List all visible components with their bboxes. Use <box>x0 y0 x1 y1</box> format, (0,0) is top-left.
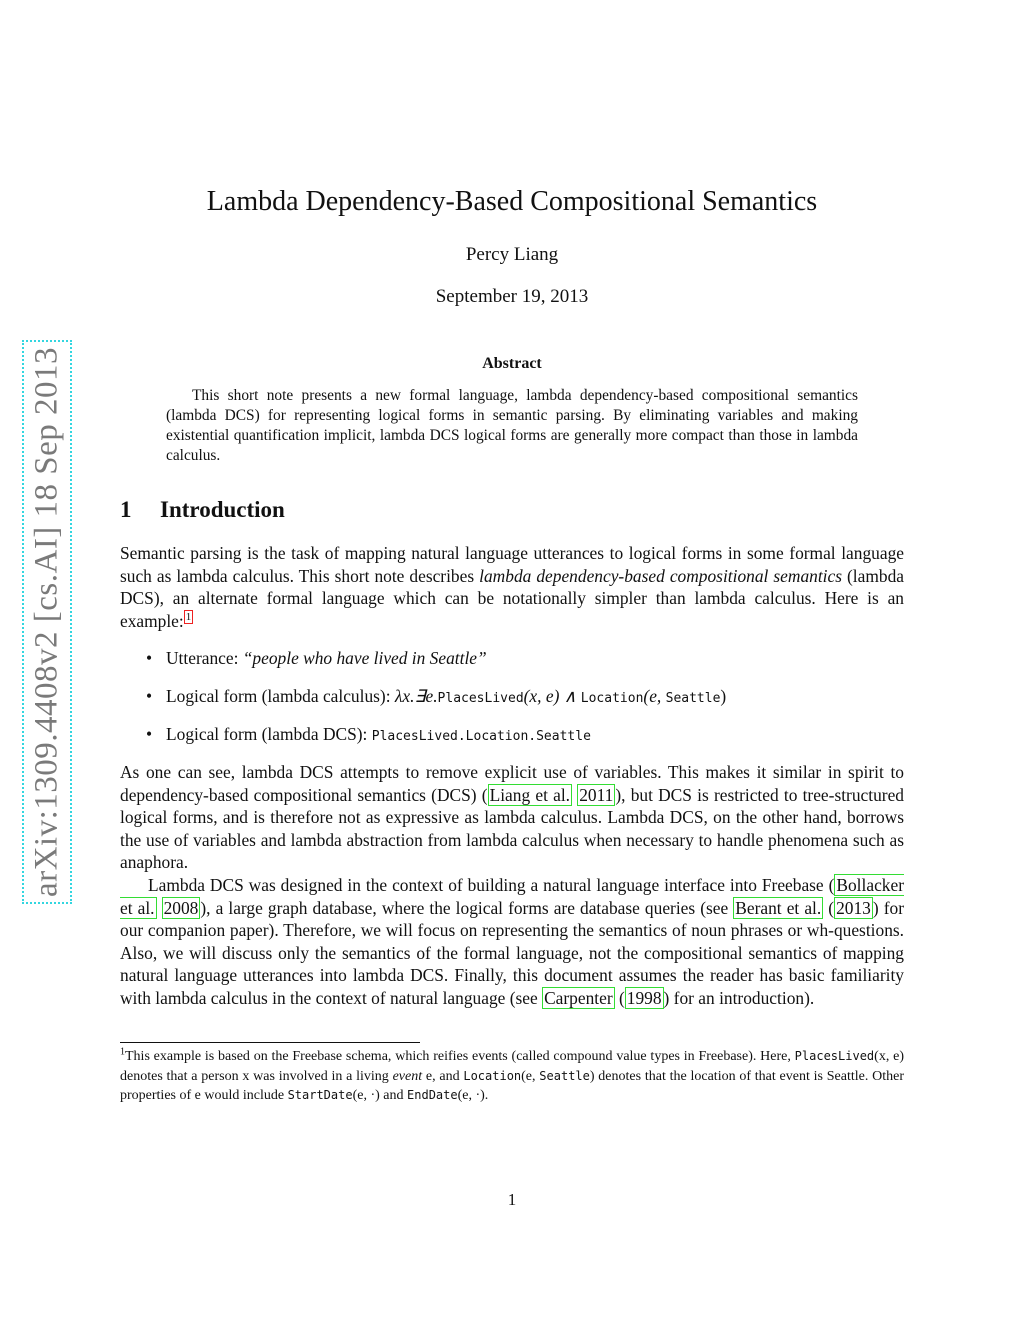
citation-berant[interactable]: Berant et al. <box>735 897 822 918</box>
page-number: 1 <box>507 1190 517 1209</box>
citation-liang[interactable]: Liang et al. <box>489 784 570 805</box>
closing-paren: ) <box>720 686 727 706</box>
footnote-code-start-date: StartDate <box>287 1088 353 1103</box>
constant-seattle: Seattle <box>665 691 721 706</box>
author-name: Percy Liang <box>465 244 559 265</box>
para3-text-b: ), a large graph database, where the logical forms are database queries (see <box>200 897 734 918</box>
para3-text-c: ) for our companion paper). Therefore, we will focus on representing the semantics of noun phrases or wh-questions. Also, we will discuss only the semantics of the formal language, not the compositional semantics of mapping natural language utterances into lambda DCS. Finally, this document assumes the reader has basic familiarity with lambda calculus in the context of natural language (see <box>120 897 904 1008</box>
footnote-text-b: (x, e) denotes that a person x was involved in a living <box>120 1049 904 1084</box>
abstract-text: This short note presents a new formal language, lambda dependency-based compositional semantics (lambda DCS) for representing logical forms in semantic parsing. By eliminating variables and making existential quantification implicit, lambda DCS logical forms are generally more compact than those in lambda calculus. <box>166 387 858 464</box>
intro-paragraph <box>120 542 904 632</box>
paragraph-freebase: Lambda DCS was designed in the context of building a natural language interface into Freebase ( Bollacker et al. 2008 ), a large graph database, where the logical forms are database queries (see Berant et al. ( 2013 ) for our companion paper). Therefore, we will focus on representing the semantics of noun phrases or wh-questions. Also, we will discuss only the semantics of the formal language, not the compositional semantics of mapping natural language utterances into lambda DCS. Finally, this document assumes the reader has basic familiarity with lambda calculus in the context of natural language (see Carpenter ( 1998 ) for an introduction). <box>120 875 904 1008</box>
footnote-emphasis: event <box>392 1068 423 1084</box>
para3-text-d: ) for an introduction). <box>663 987 815 1008</box>
intro-text-b: (lambda DCS), an alternate formal language which can be notationally simpler than lambda calculus. Here is an example: <box>120 565 904 631</box>
paper-title: Lambda Dependency-Based Compositional Semantics <box>206 186 818 217</box>
intro-emphasis: lambda dependency-based compositional semantics <box>479 565 842 586</box>
footnote-text-a: This example is based on the Freebase schema, which reifies events (called compound value types in Freebase). Here, <box>125 1049 795 1064</box>
citation-liang-year[interactable]: 2011 <box>579 784 614 805</box>
paragraph-variables <box>120 761 904 874</box>
predicate-location: Location <box>580 691 644 706</box>
intro-text-a: Semantic parsing is the task of mapping natural language utterances to logical forms in some formal language such as lambda calculus. This short note describes <box>120 543 904 586</box>
footnote-text-e: ) denotes that the location of that event is Seattle. Other properties of e would include <box>120 1068 904 1104</box>
footnote-text-g: (e, ·). <box>457 1088 489 1104</box>
bullet-icon: • <box>146 686 153 706</box>
predicate-places-lived: PlacesLived <box>437 691 524 706</box>
footnote-text-d: (e, <box>521 1068 540 1084</box>
predicate-args-2: (e, <box>643 686 666 706</box>
lambda-dcs-form: PlacesLived.Location.Seattle <box>371 729 591 744</box>
lambda-binder: λx.∃e. <box>394 686 438 706</box>
arxiv-identifier: arXiv:1309.4408v2 [cs.AI] 18 Sep 2013 <box>28 346 65 898</box>
section-number: 1 <box>120 497 132 522</box>
predicate-args-1: (x, e) ∧ <box>523 686 581 706</box>
footnote-text-f: (e, ·) and <box>352 1088 408 1104</box>
footnote-text-c: e, and <box>422 1068 464 1084</box>
section-heading <box>120 497 285 523</box>
paper-date: September 19, 2013 <box>435 286 589 307</box>
list-item-lambda-dcs <box>146 724 591 745</box>
footnote-code-location: Location <box>463 1068 522 1083</box>
footnote <box>120 1047 904 1106</box>
footnote-code-end-date: EndDate <box>407 1088 458 1103</box>
citation-carpenter-year[interactable]: 1998 <box>626 987 662 1008</box>
lambda-calculus-label: Logical form (lambda calculus): <box>166 686 395 706</box>
citation-bollacker[interactable]: Bollacker et al. <box>120 875 904 918</box>
section-title: Introduction <box>160 497 285 522</box>
utterance-label: Utterance: <box>166 648 243 668</box>
para3-text-a: Lambda DCS was designed in the context of building a natural language interface into Freebase ( <box>148 875 835 895</box>
utterance-text: “people who have lived in Seattle” <box>242 648 487 668</box>
footnote-divider <box>120 1042 420 1043</box>
bullet-icon: • <box>146 724 153 744</box>
list-item-utterance <box>146 648 487 669</box>
footnote-mark: 1 <box>120 1046 125 1058</box>
citation-bollacker-year[interactable]: 2008 <box>163 897 199 918</box>
abstract-heading: Abstract <box>482 355 542 372</box>
list-item-lambda-calculus <box>146 686 726 707</box>
para2-text-b: ), but DCS is restricted to tree-structured logical forms, and is therefore not as expressive as lambda calculus. Lambda DCS, on the other hand, borrows the use of variables and lambda abstraction from lambda calculus when necessary to handle phenomena such as anaphora. <box>120 784 904 873</box>
footnote-code-places-lived: PlacesLived <box>794 1049 875 1063</box>
citation-carpenter[interactable]: Carpenter <box>544 987 613 1008</box>
lambda-dcs-label: Logical form (lambda DCS): <box>166 724 372 744</box>
footnote-code-seattle: Seattle <box>539 1068 590 1083</box>
arxiv-stamp <box>22 340 72 904</box>
citation-berant-year[interactable]: 2013 <box>836 897 871 918</box>
bullet-icon: • <box>146 648 153 668</box>
para2-text-a: As one can see, lambda DCS attempts to remove explicit use of variables. This makes it similar in spirit to dependency-based compositional semantics (DCS) ( <box>120 762 904 805</box>
footnote-link[interactable]: 1 <box>185 610 192 623</box>
